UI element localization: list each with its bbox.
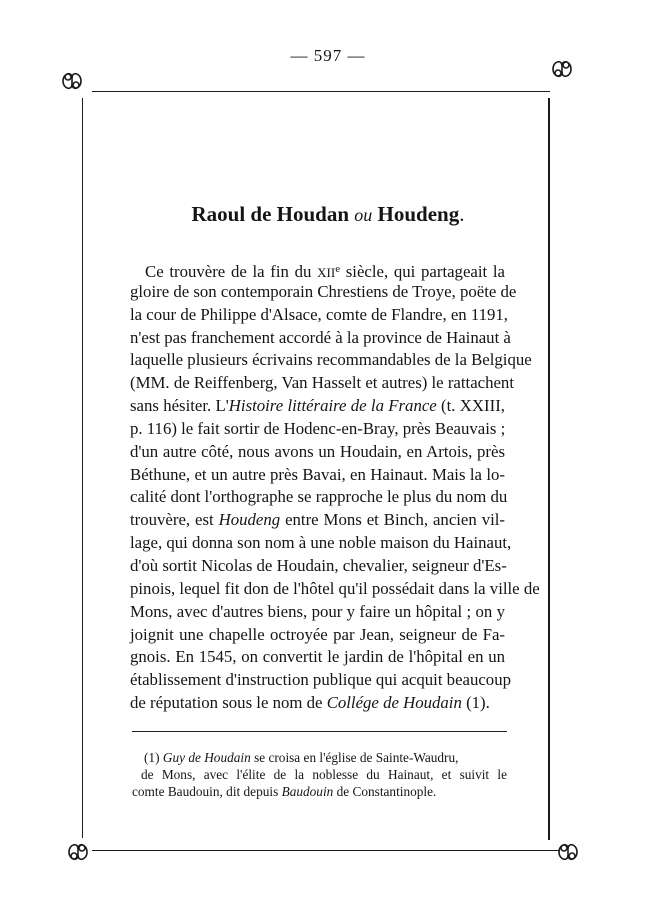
text-line: p. 116) le fait sortir de Hodenc-en-Bray, près Beauvais ; <box>130 418 506 438</box>
footnote-line <box>132 749 507 766</box>
text-line: d'un autre côté, nous avons un Houdain, en Artois, près <box>130 441 505 461</box>
text-line: la cour de Philippe d'Alsace, comte de Flandre, en 1191, <box>130 304 509 324</box>
frame-bottom-border <box>92 850 560 851</box>
heading-separator: ou <box>354 205 373 225</box>
text-line <box>130 258 505 281</box>
text-segment: trouvère, est <box>130 510 214 530</box>
text-line: calité dont l'orthographe se rapproche le plus du nom du <box>130 487 508 507</box>
text-line: d'où sortit Nicolas de Houdain, chevalier, seigneur d'Es- <box>130 555 507 575</box>
text-line: laquelle plusieurs écrivains recommandables de la Belgique <box>130 350 532 370</box>
text-line: gloire de son contemporain Chrestiens de Troye, poëte de <box>130 281 517 301</box>
century-numeral: XII <box>317 265 336 280</box>
knot-ornament-icon <box>64 838 92 866</box>
frame-top-border <box>92 91 550 92</box>
footnote-divider <box>132 731 507 732</box>
heading-name-part1: Raoul de Houdan <box>191 202 350 226</box>
person-name-italic: Guy de Houdain <box>162 750 251 765</box>
footnote-marker: (1) <box>144 750 160 765</box>
text-line <box>130 395 505 418</box>
text-line: n'est pas franchement accordé à la province de Hainaut à <box>130 327 511 347</box>
text-segment: entre Mons et Binch, ancien vil- <box>285 510 505 530</box>
text-line: établissement d'instruction publique qui acquit beaucoup <box>130 670 511 690</box>
knot-ornament-icon <box>554 838 582 866</box>
heading-name-part2: Houdeng <box>377 202 460 226</box>
place-name-italic: Houdeng <box>218 510 281 530</box>
text-segment: comte Baudouin, dit depuis <box>132 784 279 799</box>
text-segment: de réputation sous le nom de <box>130 693 323 713</box>
text-line: (MM. de Reiffenberg, Van Hasselt et autres) le rattachent <box>130 373 514 393</box>
book-title-italic: Histoire littéraire de la France <box>228 396 437 416</box>
footnote-line <box>132 783 507 800</box>
text-segment: siècle, qui partageait la <box>345 262 505 281</box>
text-line: joignit une chapelle octroyée par Jean, seigneur de Fa- <box>130 624 505 644</box>
text-segment: (1). <box>466 693 490 713</box>
heading-end-mark: . <box>459 202 465 226</box>
text-line: gnois. En 1545, on convertit le jardin de l'hôpital en un <box>130 647 505 667</box>
footnote <box>132 749 507 800</box>
text-line: Mons, avec d'autres biens, pour y faire un hôpital ; on y <box>130 601 505 621</box>
person-name-italic: Baudouin <box>281 784 334 799</box>
chapter-heading <box>0 202 656 227</box>
knot-ornament-icon <box>548 55 576 83</box>
page-number: — 597 — <box>290 46 366 65</box>
text-line: Béthune, et un autre près Bavai, en Hainaut. Mais la lo- <box>130 464 505 484</box>
text-line <box>130 509 505 532</box>
text-segment: (t. XXIII, <box>441 396 505 416</box>
text-segment: de Constantinople. <box>336 784 437 799</box>
text-segment: sans hésiter. L' <box>130 396 229 416</box>
text-segment: Ce trouvère de la fin du <box>145 262 312 281</box>
text-segment: se croisa en l'église de Sainte-Waudru, <box>254 750 459 765</box>
text-line: pinois, lequel fit don de l'hôtel qu'il possédait dans la ville de <box>130 578 540 598</box>
knot-ornament-icon <box>58 67 86 95</box>
body-paragraph <box>130 258 540 715</box>
text-line <box>130 692 505 715</box>
footnote-line: de Mons, avec l'élite de la noblesse du Hainaut, et suivit le <box>141 767 507 782</box>
superscript: e <box>335 263 341 275</box>
college-name-italic: Collége de Houdain <box>326 693 462 713</box>
text-line: lage, qui donna son nom à une noble maison du Hainaut, <box>130 533 512 553</box>
